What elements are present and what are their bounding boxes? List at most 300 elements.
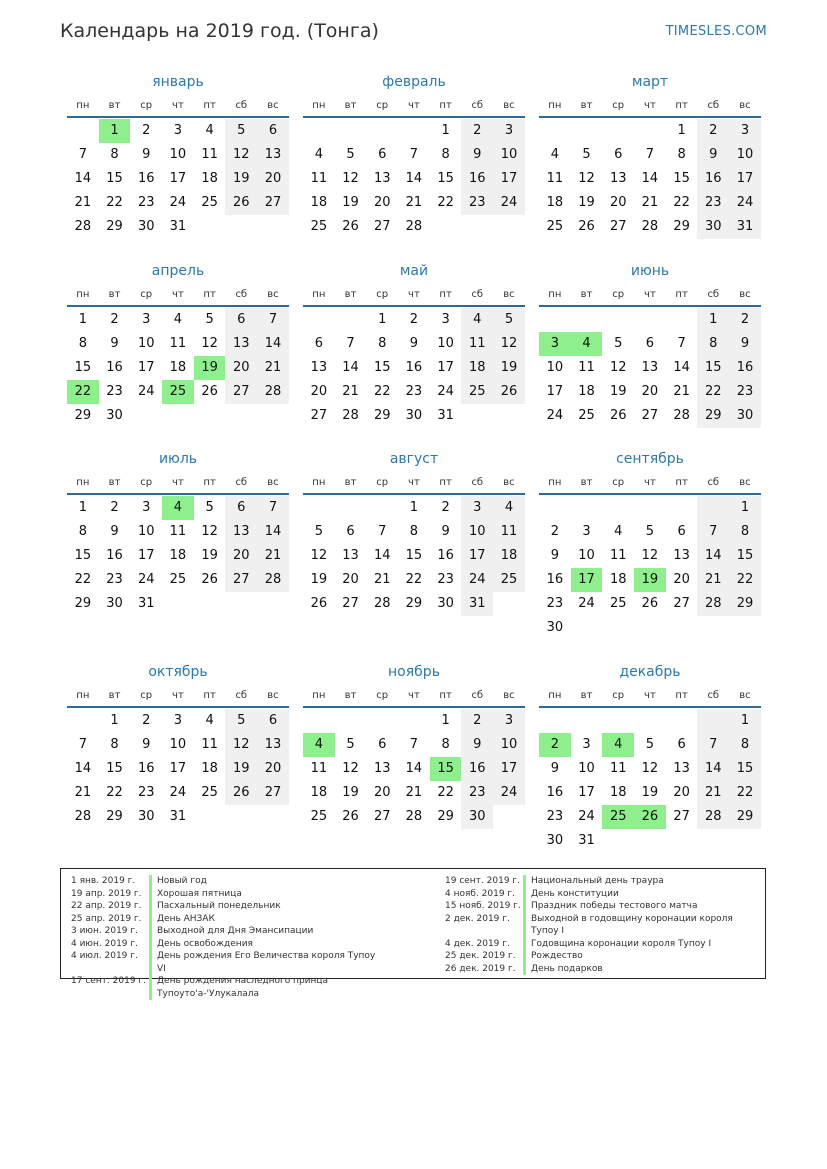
day-cell: 11 — [201, 737, 218, 752]
empty-cell — [697, 616, 729, 640]
day-cell: 28 — [697, 592, 729, 616]
weekday-label: пт — [203, 100, 216, 111]
empty-cell — [225, 215, 257, 239]
day-cell: 5 — [493, 308, 525, 332]
day-cell: 16 — [137, 171, 155, 186]
month-name: октябрь — [148, 664, 208, 680]
weekday-label: вт — [580, 100, 593, 111]
day-cell: 14 — [373, 548, 391, 563]
days-grid — [67, 308, 289, 428]
holiday-marker — [523, 913, 526, 938]
holiday-marker — [523, 875, 526, 888]
day-cell: 16 — [106, 548, 123, 563]
day-cell: 4 — [493, 496, 525, 520]
month-10 — [67, 662, 289, 829]
day-cell: 26 — [609, 408, 627, 423]
day-cell: 5 — [645, 737, 655, 752]
day-cell: 11 — [310, 171, 328, 186]
holiday-marker — [149, 975, 152, 1000]
day-cell: 12 — [641, 761, 659, 776]
day-cell: 12 — [342, 171, 359, 186]
empty-cell — [697, 709, 729, 733]
day-cell: 13 — [257, 143, 289, 167]
day-cell: 20 — [673, 785, 690, 800]
holiday-marker — [149, 875, 152, 888]
legend-item — [445, 888, 751, 901]
holiday-day-cell: 19 — [194, 356, 226, 380]
month-12 — [539, 662, 761, 853]
holiday-marker — [523, 938, 526, 951]
empty-cell — [602, 829, 634, 853]
empty-cell — [571, 496, 603, 520]
empty-cell — [493, 404, 525, 428]
empty-cell — [602, 496, 634, 520]
days-grid — [67, 496, 289, 616]
day-cell: 5 — [225, 119, 257, 143]
day-cell: 23 — [106, 384, 123, 399]
day-cell: 7 — [677, 336, 686, 351]
day-cell: 2 — [461, 709, 493, 733]
day-cell: 30 — [437, 596, 454, 611]
day-cell: 1 — [110, 713, 119, 728]
weekday-label: ср — [612, 690, 625, 701]
day-cell: 30 — [106, 596, 123, 611]
day-cell: 27 — [310, 408, 328, 423]
days-grid — [67, 709, 289, 829]
legend-holiday-name: Годовщина коронации короля Тупоу I — [531, 938, 712, 949]
day-cell: 6 — [257, 709, 289, 733]
day-cell: 24 — [137, 572, 155, 587]
day-cell: 31 — [729, 215, 761, 239]
month-name: август — [389, 451, 439, 467]
weekday-label: вс — [503, 477, 515, 488]
day-cell: 6 — [677, 737, 686, 752]
empty-cell — [398, 119, 430, 143]
day-cell: 22 — [437, 195, 454, 210]
legend-item — [445, 875, 751, 888]
day-cell: 27 — [673, 596, 690, 611]
weekday-header — [539, 686, 761, 708]
day-cell: 1 — [78, 500, 87, 515]
weekday-label: чт — [644, 100, 656, 111]
legend-date: 15 нояб. 2019 г. — [445, 901, 521, 911]
day-cell: 8 — [441, 147, 450, 162]
legend-date: 2 дек. 2019 г. — [445, 913, 510, 924]
day-cell: 26 — [493, 380, 525, 404]
day-cell: 7 — [346, 336, 355, 351]
weekday-label: вт — [108, 289, 121, 300]
day-cell: 2 — [409, 312, 419, 327]
day-cell: 29 — [74, 408, 92, 423]
holiday-marker — [523, 900, 526, 913]
empty-cell — [493, 215, 525, 239]
empty-cell — [634, 616, 666, 640]
day-cell: 2 — [441, 500, 450, 515]
day-cell: 11 — [609, 761, 627, 776]
day-cell: 12 — [201, 336, 218, 351]
weekday-label: ср — [612, 477, 625, 488]
day-cell: 28 — [74, 219, 92, 234]
weekday-header — [303, 285, 525, 307]
weekday-label: чт — [172, 477, 184, 488]
day-cell: 1 — [729, 709, 761, 733]
empty-cell — [257, 592, 289, 616]
weekday-label: пт — [675, 289, 688, 300]
day-cell: 17 — [493, 757, 525, 781]
days-grid — [303, 308, 525, 428]
month-name: май — [399, 263, 429, 279]
weekday-label: пт — [675, 477, 688, 488]
holiday-marker — [523, 950, 526, 963]
empty-cell — [194, 404, 226, 428]
empty-cell — [666, 829, 698, 853]
day-cell: 1 — [78, 312, 87, 327]
weekday-header — [303, 686, 525, 708]
weekday-label: сб — [235, 690, 248, 701]
day-cell: 25 — [609, 596, 627, 611]
day-cell: 29 — [729, 592, 761, 616]
day-cell: 12 — [225, 143, 257, 167]
day-cell: 9 — [461, 733, 493, 757]
day-cell: 15 — [437, 171, 454, 186]
empty-cell — [634, 829, 666, 853]
day-cell: 8 — [729, 733, 761, 757]
day-cell: 22 — [373, 384, 391, 399]
empty-cell — [602, 616, 634, 640]
day-cell: 14 — [405, 761, 423, 776]
day-cell: 18 — [169, 360, 187, 375]
month-name: июль — [158, 451, 198, 467]
legend-item — [71, 900, 377, 913]
empty-cell — [194, 592, 226, 616]
holiday-day-cell: 1 — [99, 119, 131, 143]
day-cell: 14 — [697, 757, 729, 781]
weekday-label: ср — [376, 477, 389, 488]
empty-cell — [257, 404, 289, 428]
day-cell: 15 — [729, 544, 761, 568]
weekday-label: вс — [503, 690, 515, 701]
day-cell: 10 — [578, 761, 595, 776]
legend-date: 17 сент. 2019 г. — [71, 976, 147, 986]
day-cell: 20 — [373, 785, 391, 800]
empty-cell — [194, 215, 226, 239]
day-cell: 11 — [310, 761, 328, 776]
weekday-label: пн — [548, 477, 562, 488]
day-cell: 15 — [405, 548, 423, 563]
legend-item — [71, 975, 377, 1000]
day-cell: 22 — [729, 781, 761, 805]
day-cell: 5 — [205, 500, 214, 515]
empty-cell — [729, 829, 761, 853]
day-cell: 19 — [342, 785, 359, 800]
weekday-label: пт — [203, 690, 216, 701]
weekday-label: сб — [707, 690, 720, 701]
day-cell: 31 — [578, 833, 595, 848]
day-cell: 3 — [582, 737, 591, 752]
days-grid — [67, 119, 289, 239]
legend-item — [445, 950, 751, 963]
day-cell: 22 — [673, 195, 690, 210]
weekday-label: пт — [203, 477, 216, 488]
day-cell: 20 — [609, 195, 627, 210]
day-cell: 20 — [225, 544, 257, 568]
holiday-day-cell: 25 — [162, 380, 194, 404]
weekday-label: вс — [503, 100, 515, 111]
empty-cell — [225, 592, 257, 616]
day-cell: 13 — [225, 332, 257, 356]
day-cell: 26 — [225, 781, 257, 805]
day-cell: 3 — [142, 500, 151, 515]
day-cell: 4 — [314, 147, 323, 162]
day-cell: 18 — [310, 785, 328, 800]
day-cell: 19 — [225, 757, 257, 781]
weekday-label: сб — [471, 289, 484, 300]
month-5 — [303, 261, 525, 428]
legend-holiday-name: День освобождения — [157, 938, 253, 949]
day-cell: 23 — [729, 380, 761, 404]
day-cell: 21 — [257, 544, 289, 568]
day-cell: 3 — [173, 713, 183, 728]
day-cell: 21 — [405, 785, 423, 800]
legend-date: 4 июн. 2019 г. — [71, 938, 138, 949]
day-cell: 6 — [225, 496, 257, 520]
day-cell: 28 — [257, 380, 289, 404]
day-cell: 11 — [169, 336, 187, 351]
empty-cell — [162, 592, 194, 616]
empty-cell — [697, 829, 729, 853]
day-cell: 6 — [645, 336, 655, 351]
day-cell: 22 — [729, 568, 761, 592]
day-cell: 25 — [578, 408, 595, 423]
empty-cell — [430, 215, 462, 239]
empty-cell — [634, 308, 666, 332]
day-cell: 7 — [409, 737, 419, 752]
day-cell: 8 — [677, 147, 686, 162]
weekday-label: вт — [580, 690, 593, 701]
day-cell: 19 — [201, 548, 218, 563]
empty-cell — [571, 709, 603, 733]
weekday-label: пн — [76, 690, 90, 701]
day-cell: 20 — [310, 384, 328, 399]
day-cell: 1 — [729, 496, 761, 520]
brand-link[interactable]: TIMESLES.COM — [665, 24, 767, 39]
day-cell: 4 — [550, 147, 559, 162]
holiday-day-cell: 2 — [539, 733, 571, 757]
legend-holiday-name: Выходной в годовщину коронации короля Тупоу I — [531, 913, 733, 936]
page-title: Календарь на 2019 год. (Тонга) — [60, 20, 379, 42]
legend-holiday-name: День АНЗАК — [157, 913, 215, 924]
month-name: февраль — [382, 74, 446, 90]
month-11 — [303, 662, 525, 829]
weekday-label: чт — [172, 100, 184, 111]
day-cell: 26 — [201, 572, 218, 587]
day-cell: 4 — [614, 524, 623, 539]
day-cell: 29 — [106, 809, 123, 824]
day-cell: 12 — [641, 548, 659, 563]
day-cell: 30 — [546, 833, 564, 848]
holiday-day-cell: 4 — [162, 496, 194, 520]
day-cell: 31 — [437, 408, 454, 423]
day-cell: 14 — [257, 520, 289, 544]
empty-cell — [729, 616, 761, 640]
day-cell: 17 — [461, 544, 493, 568]
day-cell: 6 — [257, 119, 289, 143]
day-cell: 8 — [729, 520, 761, 544]
day-cell: 24 — [546, 408, 564, 423]
day-cell: 16 — [137, 761, 155, 776]
day-cell: 2 — [461, 119, 493, 143]
empty-cell — [493, 592, 525, 616]
day-cell: 23 — [461, 781, 493, 805]
empty-cell — [130, 404, 162, 428]
weekday-label: ср — [140, 690, 153, 701]
day-cell: 1 — [378, 312, 387, 327]
empty-cell — [67, 119, 99, 143]
day-cell: 31 — [169, 809, 187, 824]
weekday-label: сб — [471, 690, 484, 701]
day-cell: 13 — [373, 171, 391, 186]
day-cell: 9 — [142, 147, 151, 162]
weekday-label: сб — [707, 289, 720, 300]
day-cell: 28 — [405, 809, 423, 824]
weekday-label: пн — [312, 690, 326, 701]
day-cell: 23 — [546, 809, 564, 824]
legend-date: 3 июн. 2019 г. — [71, 926, 138, 936]
day-cell: 7 — [697, 733, 729, 757]
empty-cell — [225, 404, 257, 428]
day-cell: 27 — [673, 809, 690, 824]
day-cell: 4 — [173, 312, 183, 327]
day-cell: 10 — [169, 737, 187, 752]
legend-holiday-name: День рождения Его Величества короля Тупоу VI — [157, 951, 376, 974]
day-cell: 7 — [257, 308, 289, 332]
day-cell: 10 — [169, 147, 187, 162]
day-cell: 2 — [142, 123, 151, 138]
day-cell: 21 — [641, 195, 659, 210]
legend-date: 4 дек. 2019 г. — [445, 938, 510, 949]
day-cell: 31 — [137, 596, 155, 611]
day-cell: 24 — [493, 781, 525, 805]
day-cell: 14 — [673, 360, 690, 375]
day-cell: 25 — [169, 572, 187, 587]
weekday-label: чт — [644, 289, 656, 300]
weekday-label: пн — [548, 100, 562, 111]
weekday-label: пт — [675, 100, 688, 111]
day-cell: 21 — [697, 781, 729, 805]
day-cell: 5 — [346, 737, 355, 752]
legend-holiday-name: Пасхальный понедельник — [157, 901, 281, 911]
day-cell: 17 — [169, 761, 187, 776]
day-cell: 10 — [493, 143, 525, 167]
day-cell: 24 — [729, 191, 761, 215]
day-cell: 30 — [461, 805, 493, 829]
holiday-day-cell: 22 — [67, 380, 99, 404]
day-cell: 15 — [74, 360, 92, 375]
month-name: март — [631, 74, 669, 90]
day-cell: 2 — [110, 312, 119, 327]
day-cell: 13 — [257, 733, 289, 757]
weekday-label: пт — [439, 690, 452, 701]
days-grid — [303, 119, 525, 239]
day-cell: 27 — [641, 408, 659, 423]
day-cell: 27 — [373, 809, 391, 824]
day-cell: 14 — [697, 544, 729, 568]
weekday-label: вс — [739, 690, 751, 701]
day-cell: 19 — [641, 785, 659, 800]
empty-cell — [539, 119, 571, 143]
day-cell: 23 — [546, 596, 564, 611]
month-1 — [67, 72, 289, 239]
empty-cell — [335, 308, 367, 332]
weekday-label: пн — [548, 289, 562, 300]
day-cell: 22 — [437, 785, 454, 800]
legend-item — [445, 913, 751, 938]
day-cell: 16 — [729, 356, 761, 380]
day-cell: 15 — [373, 360, 391, 375]
day-cell: 18 — [578, 384, 595, 399]
days-grid — [303, 496, 525, 616]
weekday-label: сб — [235, 100, 248, 111]
day-cell: 14 — [257, 332, 289, 356]
day-cell: 30 — [137, 809, 155, 824]
legend-holiday-name: День конституции — [531, 888, 619, 899]
day-cell: 1 — [441, 123, 450, 138]
weekday-label: вс — [503, 289, 515, 300]
weekday-label: пт — [203, 289, 216, 300]
empty-cell — [697, 496, 729, 520]
day-cell: 2 — [729, 308, 761, 332]
day-cell: 3 — [461, 496, 493, 520]
empty-cell — [335, 709, 367, 733]
day-cell: 29 — [106, 219, 123, 234]
day-cell: 11 — [169, 524, 187, 539]
weekday-label: пт — [439, 477, 452, 488]
day-cell: 6 — [314, 336, 323, 351]
weekday-header — [67, 96, 289, 118]
day-cell: 9 — [729, 332, 761, 356]
legend-date: 19 апр. 2019 г. — [71, 888, 142, 899]
day-cell: 17 — [437, 360, 454, 375]
day-cell: 3 — [441, 312, 450, 327]
weekday-label: пт — [439, 100, 452, 111]
legend-column-right — [445, 875, 751, 975]
holiday-day-cell: 25 — [602, 805, 634, 829]
day-cell: 7 — [78, 737, 87, 752]
holiday-day-cell: 15 — [430, 757, 462, 781]
day-cell: 20 — [342, 572, 359, 587]
day-cell: 6 — [677, 524, 686, 539]
day-cell: 28 — [405, 219, 423, 234]
day-cell: 22 — [106, 785, 123, 800]
weekday-header — [67, 686, 289, 708]
day-cell: 8 — [110, 737, 119, 752]
day-cell: 18 — [609, 785, 627, 800]
empty-cell — [194, 805, 226, 829]
day-cell: 17 — [137, 360, 155, 375]
day-cell: 9 — [110, 336, 119, 351]
day-cell: 20 — [257, 757, 289, 781]
day-cell: 12 — [201, 524, 218, 539]
day-cell: 10 — [437, 336, 454, 351]
weekday-header — [539, 473, 761, 495]
day-cell: 3 — [582, 524, 591, 539]
day-cell: 8 — [697, 332, 729, 356]
day-cell: 11 — [546, 171, 564, 186]
day-cell: 18 — [546, 195, 564, 210]
weekday-label: сб — [471, 100, 484, 111]
day-cell: 29 — [673, 219, 690, 234]
day-cell: 28 — [697, 805, 729, 829]
